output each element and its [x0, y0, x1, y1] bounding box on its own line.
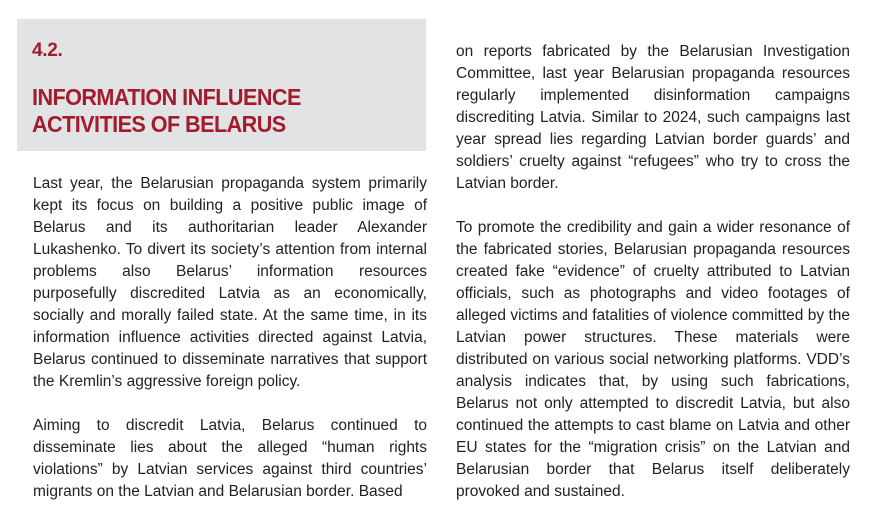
right-column	[456, 41, 850, 503]
left-paragraph-1: Last year, the Belarusian propaganda system primarily kept its focus on building a positive public image of Belarus and its authoritarian leader Alexander Lukashenko. To divert its society’s attention from internal problems also Belarus’ information resources purposefully discredited Latvia as an economically, socially and morally failed state. At the same time, in its information influence activities directed against Latvia, Belarus continued to disseminate narratives that support the Kremlin’s aggressive foreign policy.	[33, 175, 427, 390]
right-paragraph-2: To promote the credibility and gain a wider resonance of the fabricated stories, Belarusian propaganda resources created fake “evidence” of cruelty attributed to Latvian officials, such as photographs and video footages of alleged victims and fatalities of violence committed by the Latvian power structures. These materials were distributed on various social networking platforms. VDD’s analysis indicates that, by using such fabrications, Belarus not only attempted to discredit Latvia, but also continued the attempts to cast blame on Latvia and other EU states for the “migration crisis” on the Latvian and Belarusian border that Belarus itself deliberately provoked and sustained.	[456, 219, 850, 500]
right-paragraph-1: on reports fabricated by the Belarusian Investigation Committee, last year Belarusian propaganda resources regularly implemented disinformation campaigns discrediting Latvia. Similar to 2024, such campaigns last year spread lies regarding Latvian border guards’ and soldiers’ cruelty against “refugees” who try to cross the Latvian border.	[456, 43, 850, 192]
section-header-box	[17, 19, 426, 151]
left-column	[33, 173, 427, 503]
paragraph-spacer	[33, 393, 427, 415]
paragraph-spacer	[456, 195, 850, 217]
section-number: 4.2.	[32, 40, 63, 61]
section-title: INFORMATION INFLUENCE ACTIVITIES OF BELARUS	[32, 84, 301, 137]
left-paragraph-2: Aiming to discredit Latvia, Belarus continued to disseminate lies about the alleged “human rights violations” by Latvian services against third countries’ migrants on the Latvian and Belarusian border. Based	[33, 417, 427, 500]
